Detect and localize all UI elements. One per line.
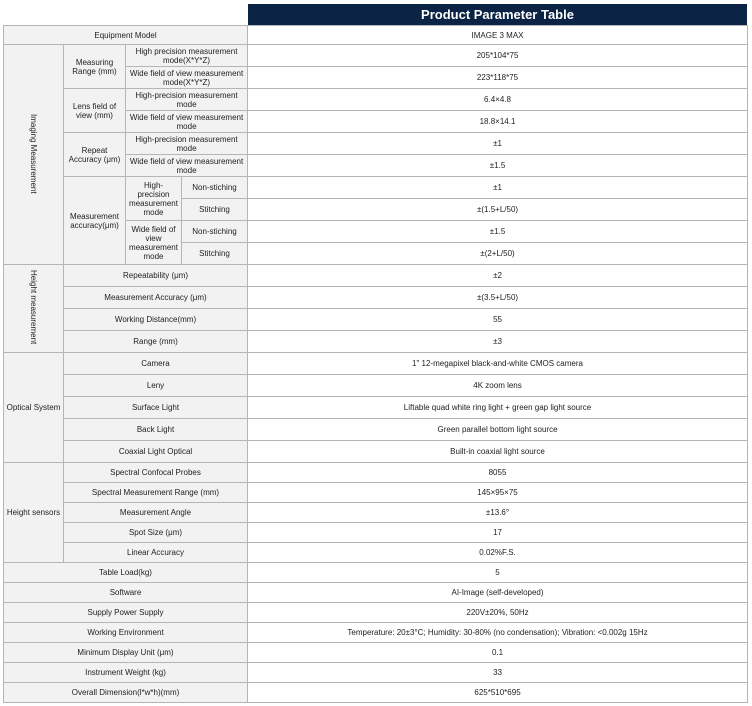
- range-hp-value: 205*104*75: [248, 45, 748, 67]
- general-value: 625*510*695: [248, 683, 748, 703]
- general-value: 5: [248, 563, 748, 583]
- general-label: Table Load(kg): [4, 563, 248, 583]
- general-value: 0.1: [248, 643, 748, 663]
- sensor-label: Linear Accuracy: [64, 543, 248, 563]
- lens-fov-label: Lens field of view (mm): [64, 89, 126, 133]
- optical-value: 4K zoom lens: [248, 375, 748, 397]
- table-row: [4, 419, 748, 441]
- table-row: [4, 309, 748, 331]
- lens-hp-label: High-precision measurement mode: [126, 89, 248, 111]
- lens-wf-value: 18.8×14.1: [248, 111, 748, 133]
- table-row: [4, 683, 748, 703]
- optical-label: Leny: [64, 375, 248, 397]
- table-row: [4, 563, 748, 583]
- measuring-range-label: Measuring Range (mm): [64, 45, 126, 89]
- sensor-label: Spectral Measurement Range (mm): [64, 483, 248, 503]
- optical-label: Surface Light: [64, 397, 248, 419]
- table-title: Product Parameter Table: [248, 4, 747, 25]
- general-value: AI-Image (self-developed): [248, 583, 748, 603]
- table-row: [4, 331, 748, 353]
- acc-hp-s-value: ±(1.5+L/50): [248, 199, 748, 221]
- table-row: [4, 287, 748, 309]
- sensor-value: 8055: [248, 463, 748, 483]
- hm-label: Range (mm): [64, 331, 248, 353]
- table-row: [4, 463, 748, 483]
- repeat-hp-value: ±1: [248, 133, 748, 155]
- table-row: [4, 397, 748, 419]
- optical-group-label: Optical System: [4, 353, 64, 463]
- repeat-hp-label: High-precision measurement mode: [126, 133, 248, 155]
- general-value: 220V±20%, 50Hz: [248, 603, 748, 623]
- table-row: [4, 623, 748, 643]
- acc-wf-ns-value: ±1.5: [248, 221, 748, 243]
- general-value: 33: [248, 663, 748, 683]
- lens-hp-value: 6.4×4.8: [248, 89, 748, 111]
- optical-value: Built-in coaxial light source: [248, 441, 748, 463]
- hm-label: Repeatability (μm): [64, 265, 248, 287]
- height-measurement-group-label: Height measurement: [29, 270, 38, 345]
- sensor-value: 17: [248, 523, 748, 543]
- table-row: [4, 523, 748, 543]
- table-row: [4, 663, 748, 683]
- general-label: Instrument Weight (kg): [4, 663, 248, 683]
- sensor-label: Spot Size (μm): [64, 523, 248, 543]
- hm-label: Measurement Accuracy (μm): [64, 287, 248, 309]
- parameter-table: [3, 25, 748, 703]
- table-row: [4, 177, 748, 199]
- lens-wf-label: Wide field of view measurement mode: [126, 111, 248, 133]
- table-row: [4, 89, 748, 111]
- table-row: [4, 483, 748, 503]
- table-row: [4, 503, 748, 523]
- imaging-group-label: Imaging Measurement: [29, 113, 38, 194]
- hm-value: ±3: [248, 331, 748, 353]
- general-label: Minimum Display Unit (μm): [4, 643, 248, 663]
- general-label: Software: [4, 583, 248, 603]
- hm-value: ±2: [248, 265, 748, 287]
- optical-label: Camera: [64, 353, 248, 375]
- table-row: [4, 45, 748, 67]
- equipment-model-value: IMAGE 3 MAX: [248, 26, 748, 45]
- general-label: Overall Dimension(l*w*h)(mm): [4, 683, 248, 703]
- equipment-model-label: Equipment Model: [4, 26, 248, 45]
- range-wf-label: Wide field of view measurement mode(X*Y*Z): [126, 67, 248, 89]
- sensor-label: Measurement Angle: [64, 503, 248, 523]
- table-row: [4, 353, 748, 375]
- optical-value: Liftable quad white ring light + green gap light source: [248, 397, 748, 419]
- optical-label: Back Light: [64, 419, 248, 441]
- table-row: [4, 265, 748, 287]
- table-row: [4, 583, 748, 603]
- acc-hp-ns-value: ±1: [248, 177, 748, 199]
- imaging-group-cell: [4, 45, 64, 265]
- acc-wf-ns-label: Non-stiching: [182, 221, 248, 243]
- repeat-wf-value: ±1.5: [248, 155, 748, 177]
- hm-value: ±(3.5+L/50): [248, 287, 748, 309]
- table-row: [4, 375, 748, 397]
- table-row: [4, 26, 748, 45]
- sensor-label: Spectral Confocal Probes: [64, 463, 248, 483]
- acc-hp-label: High-precision measurement mode: [126, 177, 182, 221]
- repeat-accuracy-label: Repeat Accuracy (μm): [64, 133, 126, 177]
- sensor-value: 145×95×75: [248, 483, 748, 503]
- table-row: [4, 133, 748, 155]
- table-row: [4, 543, 748, 563]
- acc-hp-ns-label: Non-stiching: [182, 177, 248, 199]
- hm-value: 55: [248, 309, 748, 331]
- measurement-accuracy-label: Measurement accuracy(μm): [64, 177, 126, 265]
- table-row: [4, 603, 748, 623]
- height-measurement-group-cell: [4, 265, 64, 353]
- general-value: Temperature: 20±3°C; Humidity: 30-80% (no condensation); Vibration: <0.002g 15Hz: [248, 623, 748, 643]
- acc-hp-s-label: Stitching: [182, 199, 248, 221]
- range-hp-label: High precision measurement mode(X*Y*Z): [126, 45, 248, 67]
- repeat-wf-label: Wide field of view measurement mode: [126, 155, 248, 177]
- acc-wf-label: Wide field of view measurement mode: [126, 221, 182, 265]
- sensor-value: ±13.6°: [248, 503, 748, 523]
- optical-value: Green parallel bottom light source: [248, 419, 748, 441]
- acc-wf-s-label: Stitching: [182, 243, 248, 265]
- optical-value: 1" 12-megapixel black-and-white CMOS camera: [248, 353, 748, 375]
- range-wf-value: 223*118*75: [248, 67, 748, 89]
- acc-wf-s-value: ±(2+L/50): [248, 243, 748, 265]
- height-sensors-group-label: Height sensors: [4, 463, 64, 563]
- sensor-value: 0.02%F.S.: [248, 543, 748, 563]
- general-label: Working Environment: [4, 623, 248, 643]
- hm-label: Working Distance(mm): [64, 309, 248, 331]
- general-label: Supply Power Supply: [4, 603, 248, 623]
- table-row: [4, 441, 748, 463]
- optical-label: Coaxial Light Optical: [64, 441, 248, 463]
- table-row: [4, 643, 748, 663]
